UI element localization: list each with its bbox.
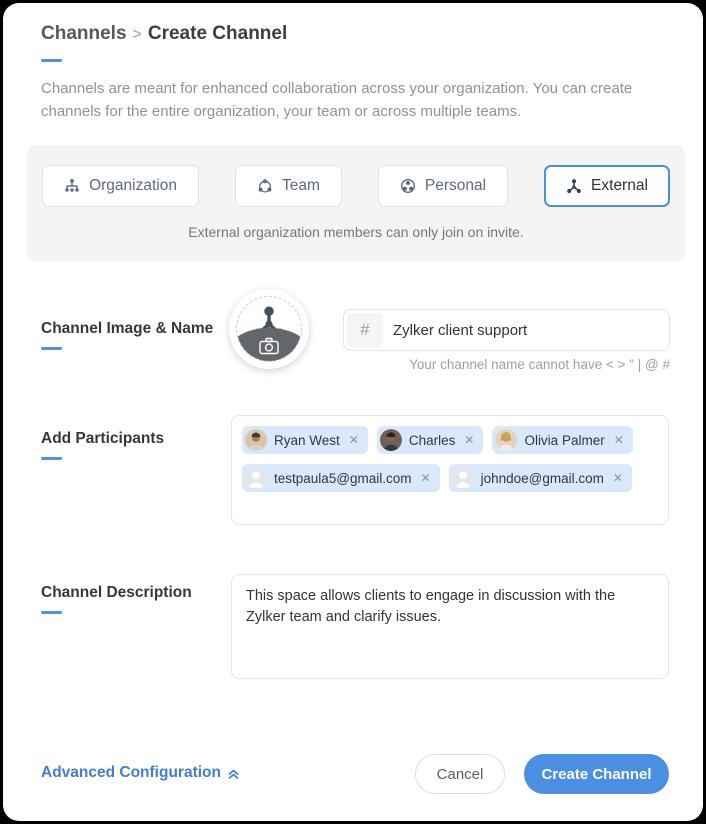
personal-icon <box>400 178 416 194</box>
tab-external-label: External <box>591 177 648 194</box>
participants-input[interactable] <box>231 415 669 525</box>
channel-name-field <box>343 309 670 351</box>
avatar <box>495 429 517 451</box>
breadcrumb-separator: > <box>132 26 142 43</box>
label-underline <box>41 347 62 350</box>
remove-participant-icon[interactable]: ✕ <box>420 471 431 485</box>
remove-participant-icon[interactable]: ✕ <box>348 433 359 447</box>
participant-chip <box>449 464 632 492</box>
label-underline <box>41 611 62 614</box>
generic-user-icon <box>452 467 474 489</box>
participant-chip <box>492 426 632 454</box>
tab-organization-label: Organization <box>89 177 177 194</box>
title-underline <box>41 59 62 62</box>
tab-personal-label: Personal <box>424 177 487 194</box>
camera-overlay <box>236 328 302 362</box>
advanced-configuration-link[interactable] <box>41 764 240 782</box>
participant-name: Ryan West <box>274 432 340 448</box>
participant-name: johndoe@gmail.com <box>480 470 604 486</box>
avatar <box>245 429 267 451</box>
channel-name-input[interactable] <box>383 322 669 339</box>
external-network-icon <box>566 178 582 194</box>
participant-name: testpaula5@gmail.com <box>274 470 412 486</box>
channel-type-section <box>27 145 685 261</box>
remove-participant-icon[interactable]: ✕ <box>464 433 475 447</box>
generic-user-icon <box>245 467 267 489</box>
create-channel-button[interactable]: Create Channel <box>524 754 669 794</box>
participant-chip <box>377 426 484 454</box>
tab-personal[interactable] <box>378 165 508 207</box>
label-underline <box>41 457 62 460</box>
team-icon <box>257 178 273 194</box>
participant-name: Charles <box>408 432 456 448</box>
channel-description-label: Channel Description <box>41 584 192 614</box>
channel-image-uploader[interactable] <box>229 289 309 369</box>
page-title: Create Channel <box>147 23 288 44</box>
page-description: Channels are meant for enhanced collaboration across your organization. You can create channels for the entire organization, your team or across multiple teams. <box>41 80 633 121</box>
breadcrumb-channels-link[interactable]: Channels <box>41 23 127 44</box>
create-channel-dialog <box>3 3 703 821</box>
double-chevron-up-icon <box>227 767 240 780</box>
add-participants-label: Add Participants <box>41 430 164 460</box>
camera-icon <box>258 337 280 355</box>
advanced-configuration-label: Advanced Configuration <box>41 764 221 781</box>
channel-image-placeholder <box>236 296 302 362</box>
tab-team[interactable] <box>235 165 342 207</box>
tab-external[interactable] <box>544 165 670 207</box>
org-chart-icon <box>64 178 80 194</box>
tab-team-label: Team <box>281 177 320 194</box>
channel-name-helper: Your channel name cannot have < > " | @ # <box>409 357 670 372</box>
breadcrumb <box>41 23 287 45</box>
channel-description-input[interactable] <box>231 574 669 679</box>
channel-image-name-label: Channel Image & Name <box>41 320 213 350</box>
remove-participant-icon[interactable]: ✕ <box>613 433 624 447</box>
participant-name: Olivia Palmer <box>524 432 605 448</box>
participant-chip <box>242 464 440 492</box>
hash-prefix: # <box>347 313 383 347</box>
remove-participant-icon[interactable]: ✕ <box>612 471 623 485</box>
avatar <box>380 429 402 451</box>
participant-chip <box>242 426 368 454</box>
cancel-button[interactable]: Cancel <box>415 754 505 794</box>
tab-organization[interactable] <box>42 165 199 207</box>
channel-type-note: External organization members can only join on invite. <box>188 224 524 240</box>
